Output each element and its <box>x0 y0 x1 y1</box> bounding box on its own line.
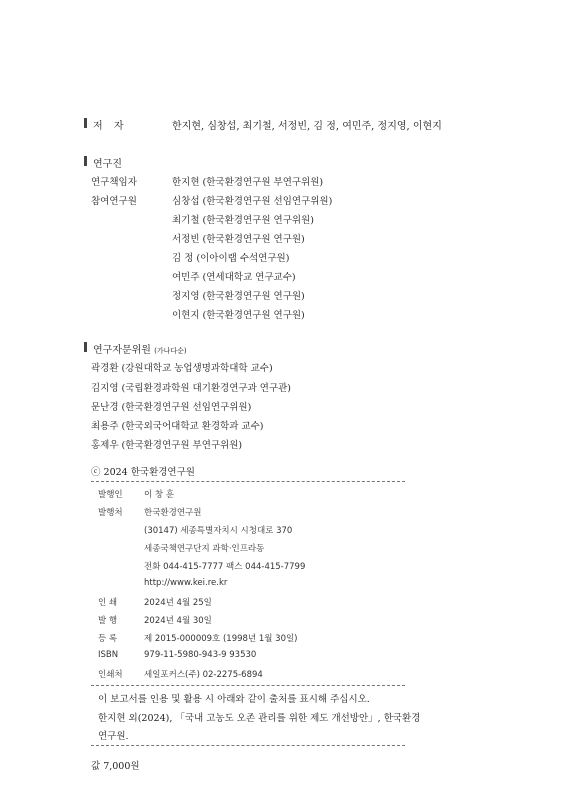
pub-value: 979-11-5980-943-9 93530 <box>144 650 257 660</box>
team-member: 여민주 (연세대학교 연구교수) <box>172 272 296 283</box>
divider-bottom <box>91 745 405 746</box>
advisors-heading <box>93 341 187 356</box>
pub-label: ISBN <box>98 650 119 660</box>
team-member: 이현지 (한국환경연구원 연구원) <box>172 310 305 321</box>
pub-value: 전화 044-415-7777 팩스 044-415-7799 <box>144 562 306 572</box>
pub-label: 발행처 <box>98 508 123 518</box>
pub-label: 발 행 <box>98 616 118 626</box>
pub-label: 발행인 <box>98 490 123 500</box>
pub-value: 세일포커스(주) 02-2275-6894 <box>144 670 263 680</box>
team-member: 한지현 (한국환경연구원 부연구위원) <box>172 177 324 188</box>
advisor-member: 문난경 (한국환경연구원 선임연구위원) <box>91 402 252 413</box>
pub-label: 등 록 <box>98 634 118 644</box>
citation-line-1: 이 보고서를 인용 및 활용 시 아래와 같이 출처를 표시해 주십시오. <box>98 694 370 705</box>
divider-top <box>91 481 405 482</box>
citation-line-3: 연구원. <box>98 731 129 742</box>
pub-value: 제 2015-000009호 (1998년 1월 30일) <box>144 634 298 644</box>
price: 값 7,000원 <box>91 761 140 772</box>
participant-role-label: 참여연구원 <box>91 196 137 207</box>
team-member: 김 정 (이아이랩 수석연구원) <box>172 253 290 264</box>
pub-value: http://www.kei.re.kr <box>144 578 228 588</box>
copyright: ⓒ 2024 한국환경연구원 <box>91 467 195 478</box>
lead-role-label: 연구책임자 <box>91 177 137 188</box>
team-member: 서정빈 (한국환경연구원 연구원) <box>172 234 305 245</box>
pub-value: (30147) 세종특별자치시 시청대로 370 <box>144 526 293 536</box>
advisors-marker <box>84 342 87 352</box>
pub-value: 2024년 4월 25일 <box>144 598 212 608</box>
advisor-member: 홍제우 (한국환경연구원 부연구위원) <box>91 440 243 451</box>
team-member: 최기철 (한국환경연구원 연구위원) <box>172 215 314 226</box>
research-team-label: 연구진 <box>93 159 122 170</box>
pub-value: 이 창 훈 <box>144 490 175 500</box>
advisor-member: 곽경환 (강원대학교 농업생명과학대학 교수) <box>91 363 273 374</box>
pub-label: 인 쇄 <box>98 598 118 608</box>
advisors-label: 연구자문위원 <box>93 345 151 356</box>
team-member: 심창섭 (한국환경연구원 선임연구위원) <box>172 196 333 207</box>
team-member: 정지영 (한국환경연구원 연구원) <box>172 291 305 302</box>
advisor-member: 최용주 (한국외국어대학교 환경학과 교수) <box>91 421 264 432</box>
pub-value: 한국환경연구원 <box>144 508 202 518</box>
authors-label: 저 자 <box>93 121 128 132</box>
advisors-note: (가나다순) <box>154 347 187 355</box>
advisor-member: 김지영 (국립환경과학원 대기환경연구과 연구관) <box>91 383 292 394</box>
pub-value: 2024년 4월 30일 <box>144 616 212 626</box>
authors-marker <box>84 118 87 128</box>
divider-middle <box>91 685 405 686</box>
authors-names: 한지현, 심창섭, 최기철, 서정빈, 김 정, 여민주, 정지영, 이현지 <box>172 121 442 132</box>
pub-label: 인쇄처 <box>98 670 123 680</box>
citation-line-2: 한지현 외(2024), 「국내 고농도 오존 관리를 위한 제도 개선방안」, 한국환경 <box>98 713 421 724</box>
research-team-marker <box>84 156 87 166</box>
pub-value: 세종국책연구단지 과학·인프라동 <box>144 544 265 554</box>
